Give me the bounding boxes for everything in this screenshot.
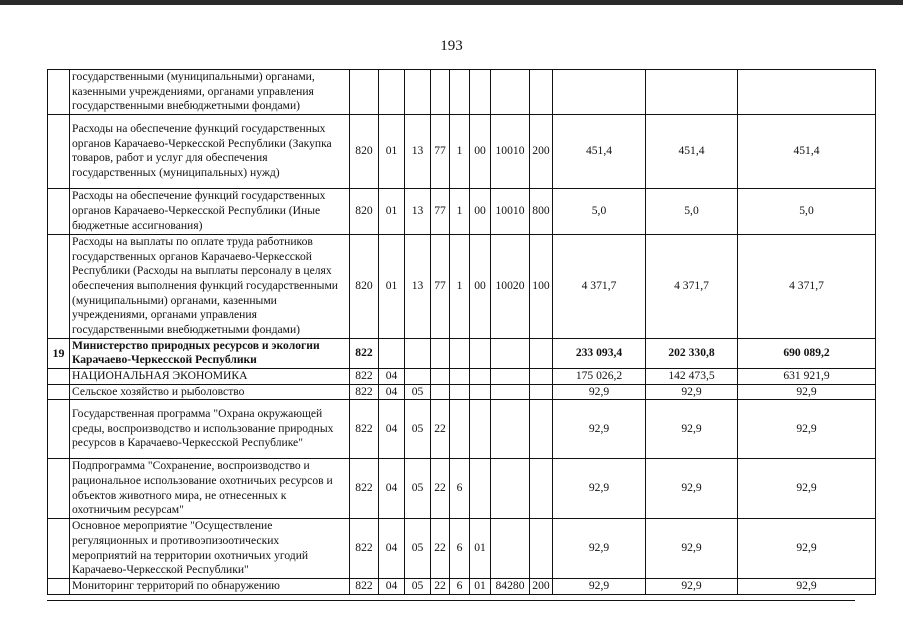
code-direction: 10010 <box>491 114 530 188</box>
row-name: НАЦИОНАЛЬНАЯ ЭКОНОМИКА <box>70 368 350 384</box>
code-measure <box>470 70 491 115</box>
code-program <box>431 338 450 368</box>
code-subsection: 13 <box>405 114 431 188</box>
amount-year-3: 451,4 <box>738 114 876 188</box>
code-direction <box>491 70 530 115</box>
table-row <box>48 338 876 368</box>
code-grbs: 822 <box>350 400 379 459</box>
code-section: 04 <box>379 368 405 384</box>
code-section: 01 <box>379 114 405 188</box>
table-row <box>48 188 876 234</box>
row-name: Расходы на обеспечение функций государственных органов Карачаево-Черкесской Республики (Иные бюджетные ассигнования) <box>70 188 350 234</box>
code-direction <box>491 519 530 579</box>
amount-year-2: 4 371,7 <box>646 234 738 338</box>
code-subprogram <box>450 400 470 459</box>
code-program: 22 <box>431 400 450 459</box>
row-name: Мониторинг территорий по обнаружению <box>70 579 350 595</box>
row-name: Подпрограмма "Сохранение, воспроизводство и рациональное использование охотничьих ресурсов и объектов животного мира, не отнесенных к охотничьим ресурсам" <box>70 459 350 519</box>
code-measure: 01 <box>470 519 491 579</box>
amount-year-1: 92,9 <box>553 384 646 400</box>
code-section: 04 <box>379 459 405 519</box>
code-grbs: 822 <box>350 384 379 400</box>
code-subprogram: 6 <box>450 459 470 519</box>
scan-border <box>0 0 903 5</box>
code-subprogram: 1 <box>450 114 470 188</box>
row-number <box>48 234 70 338</box>
code-section: 04 <box>379 579 405 595</box>
code-measure: 01 <box>470 579 491 595</box>
code-program: 77 <box>431 234 450 338</box>
row-number <box>48 114 70 188</box>
table-row <box>48 459 876 519</box>
code-program <box>431 70 450 115</box>
row-number <box>48 459 70 519</box>
code-grbs: 822 <box>350 579 379 595</box>
code-direction <box>491 384 530 400</box>
code-subprogram <box>450 384 470 400</box>
code-program: 77 <box>431 114 450 188</box>
row-number <box>48 188 70 234</box>
code-measure <box>470 459 491 519</box>
code-program <box>431 368 450 384</box>
page-number: 193 <box>440 38 463 54</box>
code-subsection: 05 <box>405 459 431 519</box>
code-subsection: 13 <box>405 188 431 234</box>
code-measure: 00 <box>470 114 491 188</box>
code-grbs: 822 <box>350 338 379 368</box>
table-row <box>48 70 876 115</box>
code-subprogram: 1 <box>450 234 470 338</box>
table-row <box>48 384 876 400</box>
amount-year-2: 451,4 <box>646 114 738 188</box>
code-grbs: 820 <box>350 234 379 338</box>
amount-year-1: 451,4 <box>553 114 646 188</box>
row-number <box>48 519 70 579</box>
code-program: 77 <box>431 188 450 234</box>
amount-year-1: 4 371,7 <box>553 234 646 338</box>
code-subsection: 05 <box>405 400 431 459</box>
row-number <box>48 400 70 459</box>
amount-year-1 <box>553 70 646 115</box>
code-program: 22 <box>431 519 450 579</box>
code-measure <box>470 368 491 384</box>
code-subsection: 05 <box>405 579 431 595</box>
code-expense-type <box>530 368 553 384</box>
row-name: Государственная программа "Охрана окружающей среды, воспроизводство и использование природных ресурсов в Карачаево-Черкесской Республике" <box>70 400 350 459</box>
code-subsection <box>405 338 431 368</box>
amount-year-3: 92,9 <box>738 384 876 400</box>
code-direction: 84280 <box>491 579 530 595</box>
code-section: 01 <box>379 188 405 234</box>
code-direction <box>491 368 530 384</box>
code-section: 01 <box>379 234 405 338</box>
table-row <box>48 114 876 188</box>
amount-year-1: 175 026,2 <box>553 368 646 384</box>
row-name: Основное мероприятие "Осуществление регуляционных и противоэпизоотических мероприятий на территории охотничьих угодий Карачаево-Черкесской Республики" <box>70 519 350 579</box>
code-grbs: 822 <box>350 459 379 519</box>
code-expense-type <box>530 519 553 579</box>
code-measure: 00 <box>470 234 491 338</box>
code-section <box>379 338 405 368</box>
code-subprogram: 1 <box>450 188 470 234</box>
row-number <box>48 384 70 400</box>
amount-year-3: 92,9 <box>738 579 876 595</box>
code-measure <box>470 400 491 459</box>
amount-year-1: 92,9 <box>553 400 646 459</box>
code-subsection: 05 <box>405 519 431 579</box>
code-grbs <box>350 70 379 115</box>
code-direction <box>491 459 530 519</box>
row-number <box>48 368 70 384</box>
amount-year-3 <box>738 70 876 115</box>
code-subprogram <box>450 368 470 384</box>
row-name: государственными (муниципальными) органами, казенными учреждениями, органами управления государственными внебюджетными фондами) <box>70 70 350 115</box>
table-row <box>48 579 876 595</box>
amount-year-3: 92,9 <box>738 400 876 459</box>
code-direction <box>491 400 530 459</box>
amount-year-2: 5,0 <box>646 188 738 234</box>
code-expense-type <box>530 400 553 459</box>
amount-year-3: 92,9 <box>738 459 876 519</box>
code-direction: 10020 <box>491 234 530 338</box>
code-subsection <box>405 70 431 115</box>
code-expense-type <box>530 338 553 368</box>
code-grbs: 822 <box>350 368 379 384</box>
amount-year-1: 5,0 <box>553 188 646 234</box>
code-subsection: 05 <box>405 384 431 400</box>
code-program: 22 <box>431 579 450 595</box>
code-subprogram <box>450 338 470 368</box>
amount-year-3: 92,9 <box>738 519 876 579</box>
code-subsection: 13 <box>405 234 431 338</box>
budget-table <box>47 69 876 595</box>
amount-year-2: 142 473,5 <box>646 368 738 384</box>
amount-year-3: 4 371,7 <box>738 234 876 338</box>
code-section: 04 <box>379 384 405 400</box>
row-name: Министерство природных ресурсов и экологии Карачаево-Черкесской Республики <box>70 338 350 368</box>
amount-year-2 <box>646 70 738 115</box>
code-subprogram: 6 <box>450 519 470 579</box>
code-section: 04 <box>379 519 405 579</box>
amount-year-2: 92,9 <box>646 400 738 459</box>
code-subprogram: 6 <box>450 579 470 595</box>
amount-year-3: 5,0 <box>738 188 876 234</box>
code-direction <box>491 338 530 368</box>
row-number: 19 <box>48 338 70 368</box>
code-expense-type <box>530 459 553 519</box>
amount-year-2: 92,9 <box>646 519 738 579</box>
code-expense-type: 800 <box>530 188 553 234</box>
amount-year-1: 92,9 <box>553 579 646 595</box>
row-number <box>48 70 70 115</box>
code-grbs: 820 <box>350 188 379 234</box>
table-row <box>48 234 876 338</box>
code-grbs: 820 <box>350 114 379 188</box>
table-bottom-edge <box>47 600 855 601</box>
amount-year-1: 92,9 <box>553 459 646 519</box>
amount-year-2: 92,9 <box>646 384 738 400</box>
row-name: Сельское хозяйство и рыболовство <box>70 384 350 400</box>
code-measure: 00 <box>470 188 491 234</box>
table-row <box>48 519 876 579</box>
amount-year-3: 631 921,9 <box>738 368 876 384</box>
code-expense-type <box>530 384 553 400</box>
code-expense-type <box>530 70 553 115</box>
code-section <box>379 70 405 115</box>
code-measure <box>470 338 491 368</box>
amount-year-2: 92,9 <box>646 459 738 519</box>
table-row <box>48 400 876 459</box>
amount-year-2: 92,9 <box>646 579 738 595</box>
code-program <box>431 384 450 400</box>
table-row <box>48 368 876 384</box>
code-measure <box>470 384 491 400</box>
code-subsection <box>405 368 431 384</box>
amount-year-2: 202 330,8 <box>646 338 738 368</box>
code-program: 22 <box>431 459 450 519</box>
code-subprogram <box>450 70 470 115</box>
amount-year-1: 233 093,4 <box>553 338 646 368</box>
code-expense-type: 100 <box>530 234 553 338</box>
row-name: Расходы на обеспечение функций государственных органов Карачаево-Черкесской Республики (Закупка товаров, работ и услуг для обеспечения государственных (муниципальных) нужд) <box>70 114 350 188</box>
row-number <box>48 579 70 595</box>
code-direction: 10010 <box>491 188 530 234</box>
code-expense-type: 200 <box>530 579 553 595</box>
code-expense-type: 200 <box>530 114 553 188</box>
code-section: 04 <box>379 400 405 459</box>
amount-year-1: 92,9 <box>553 519 646 579</box>
code-grbs: 822 <box>350 519 379 579</box>
row-name: Расходы на выплаты по оплате труда работников государственных органов Карачаево-Черкесской Республики (Расходы на выплаты персоналу в целях обеспечения выполнения функций государственными (муниципальными) органами, казенными учреждениями, органами управления государственными внебюджетными фондами) <box>70 234 350 338</box>
amount-year-3: 690 089,2 <box>738 338 876 368</box>
